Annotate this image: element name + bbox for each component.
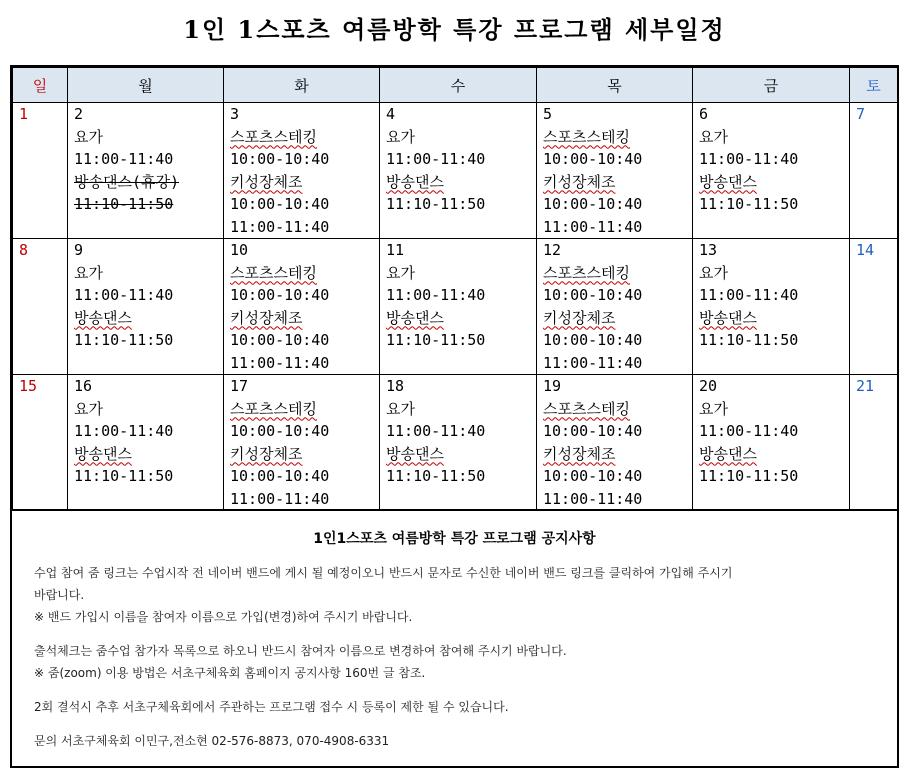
class-time: 11:00-11:40 [386, 422, 486, 440]
class-name: 방송댄스 [699, 308, 757, 327]
notice-section [12, 509, 897, 767]
day-cell [224, 239, 380, 375]
class-time: 10:00-10:40 [543, 150, 643, 168]
week-row [13, 103, 898, 239]
class-time: 11:00-11:40 [543, 217, 643, 236]
day-cell [693, 103, 850, 239]
day-number: 12 [543, 241, 562, 259]
class-time: 11:00-11:40 [74, 422, 174, 440]
class-time: 11:10-11:50 [699, 467, 799, 485]
notice-title: 1인1스포츠 여름방학 특강 프로그램 공지사항 [313, 531, 596, 547]
day-number: 15 [19, 377, 38, 395]
schedule-calendar [12, 67, 898, 511]
weekday-friday: 금 [693, 68, 850, 103]
class-name: 키성장체조 [230, 308, 303, 327]
week-row [13, 239, 898, 375]
week-row [13, 375, 898, 511]
class-time: 11:10-11:50 [386, 331, 486, 349]
weekday-header-row [13, 68, 898, 103]
class-name: 요가 [699, 263, 728, 282]
day-number: 11 [386, 241, 405, 259]
class-time: 10:00-10:40 [230, 150, 330, 168]
class-name: 요가 [699, 127, 728, 146]
notice-paragraph: ※ 줌(zoom) 이용 방법은 서초구체육회 홈페이지 공지사항 160번 글 참조. [34, 666, 426, 680]
class-time: 11:10-11:50 [74, 331, 174, 349]
schedule-frame [10, 65, 899, 768]
class-time: 11:00-11:40 [543, 353, 643, 372]
class-time: 10:00-10:40 [230, 467, 330, 485]
class-name: 키성장체조 [230, 444, 303, 463]
class-time: 10:00-10:40 [543, 331, 643, 349]
class-name: 방송댄스 [74, 444, 132, 463]
class-time: 11:00-11:40 [386, 150, 486, 168]
class-name: 스포츠스테킹 [230, 399, 317, 418]
weekday-wednesday: 수 [380, 68, 537, 103]
class-name: 방송댄스 [386, 444, 444, 463]
day-number: 21 [856, 377, 875, 395]
class-name: 방송댄스 [699, 444, 757, 463]
notice-paragraph: 바랍니다. [34, 588, 85, 602]
class-time: 10:00-10:40 [230, 422, 330, 440]
class-time: 10:00-10:40 [543, 422, 643, 440]
class-time: 11:00-11:40 [543, 489, 643, 508]
day-number: 5 [543, 105, 553, 123]
class-name: 키성장체조 [543, 444, 616, 463]
day-cell [224, 375, 380, 511]
day-cell [13, 103, 68, 239]
day-number: 9 [74, 241, 84, 259]
class-name: 키성장체조 [230, 172, 303, 191]
class-name: 방송댄스 [386, 172, 444, 191]
class-time: 11:10-11:50 [386, 467, 486, 485]
class-time: 11:00-11:40 [386, 286, 486, 304]
day-number: 14 [856, 241, 875, 259]
class-time: 11:00-11:40 [230, 217, 330, 236]
day-number: 10 [230, 241, 249, 259]
day-cell [68, 103, 224, 239]
day-cell [537, 375, 693, 511]
class-name: 요가 [386, 263, 415, 282]
class-time: 11:00-11:40 [699, 422, 799, 440]
day-number: 2 [74, 105, 84, 123]
notice-contact: 문의 서초구체육회 이민구,전소현 02-576-8873, 070-4908-6331 [34, 734, 390, 748]
class-name: 방송댄스 [74, 308, 132, 327]
day-number: 6 [699, 105, 709, 123]
class-time: 10:00-10:40 [543, 286, 643, 304]
day-number: 18 [386, 377, 405, 395]
day-cell [537, 103, 693, 239]
day-cell [380, 239, 537, 375]
day-number: 19 [543, 377, 562, 395]
class-name: 요가 [699, 399, 728, 418]
class-name: 스포츠스테킹 [230, 127, 317, 146]
class-time: 10:00-10:40 [543, 467, 643, 485]
day-cell [693, 375, 850, 511]
class-time: 11:00-11:40 [230, 353, 330, 372]
class-name: 요가 [386, 127, 415, 146]
day-number: 7 [856, 105, 866, 123]
class-name: 스포츠스테킹 [543, 399, 630, 418]
day-number: 3 [230, 105, 240, 123]
weekday-tuesday: 화 [224, 68, 380, 103]
class-time: 10:00-10:40 [543, 195, 643, 213]
notice-paragraph: 2회 결석시 추후 서초구체육회에서 주관하는 프로그램 접수 시 등록이 제한 될 수 있습니다. [34, 700, 509, 714]
notice-paragraph: 수업 참여 줌 링크는 수업시작 전 네이버 밴드에 게시 될 예정이오니 반드시 문자로 수신한 네이버 밴드 링크를 클릭하여 가입해 주시기 [34, 566, 733, 580]
day-cell [850, 375, 898, 511]
day-cell [224, 103, 380, 239]
class-time: 11:10-11:50 [699, 331, 799, 349]
day-cell [68, 239, 224, 375]
notice-paragraph: 출석체크는 줌수업 참가자 목록으로 하오니 반드시 참여자 이름으로 변경하여 참여해 주시기 바랍니다. [34, 644, 567, 658]
day-cell [537, 239, 693, 375]
class-name: 요가 [74, 263, 103, 282]
day-number: 20 [699, 377, 718, 395]
class-name: 키성장체조 [543, 308, 616, 327]
weekday-sunday: 일 [13, 68, 68, 103]
class-name: 방송댄스 [386, 308, 444, 327]
class-time: 11:00-11:40 [699, 286, 799, 304]
day-number: 1 [19, 105, 29, 123]
class-time: 11:00-11:40 [74, 286, 174, 304]
class-name: 스포츠스테킹 [543, 263, 630, 282]
class-name: 스포츠스테킹 [230, 263, 317, 282]
weekday-saturday: 토 [850, 68, 898, 103]
class-time: 11:00-11:40 [699, 150, 799, 168]
class-time: 10:00-10:40 [230, 331, 330, 349]
class-name: 요가 [74, 127, 103, 146]
class-name: 키성장체조 [543, 172, 616, 191]
class-time-cancelled: 11:10-11:50 [74, 195, 174, 213]
day-number: 8 [19, 241, 29, 259]
class-name: 스포츠스테킹 [543, 127, 630, 146]
class-time: 11:00-11:40 [230, 489, 330, 508]
page-title: 1인 1스포츠 여름방학 특강 프로그램 세부일정 [183, 15, 726, 44]
class-name: 요가 [386, 399, 415, 418]
day-cell [68, 375, 224, 511]
day-cell [380, 375, 537, 511]
day-cell [850, 103, 898, 239]
day-number: 17 [230, 377, 249, 395]
day-number: 4 [386, 105, 396, 123]
day-cell [850, 239, 898, 375]
day-cell [13, 239, 68, 375]
class-time: 10:00-10:40 [230, 195, 330, 213]
day-cell [693, 239, 850, 375]
day-cell [13, 375, 68, 511]
class-time: 11:00-11:40 [74, 150, 174, 168]
class-time: 11:10-11:50 [74, 467, 174, 485]
class-name: 방송댄스 [699, 172, 757, 191]
class-name: 요가 [74, 399, 103, 418]
weekday-monday: 월 [68, 68, 224, 103]
class-name-cancelled: 방송댄스(휴강) [74, 172, 180, 191]
class-time: 10:00-10:40 [230, 286, 330, 304]
day-number: 16 [74, 377, 93, 395]
notice-paragraph: ※ 밴드 가입시 이름을 참여자 이름으로 가입(변경)하여 주시기 바랍니다. [34, 610, 413, 624]
day-number: 13 [699, 241, 718, 259]
day-cell [380, 103, 537, 239]
class-time: 11:10-11:50 [386, 195, 486, 213]
class-time: 11:10-11:50 [699, 195, 799, 213]
weekday-thursday: 목 [537, 68, 693, 103]
